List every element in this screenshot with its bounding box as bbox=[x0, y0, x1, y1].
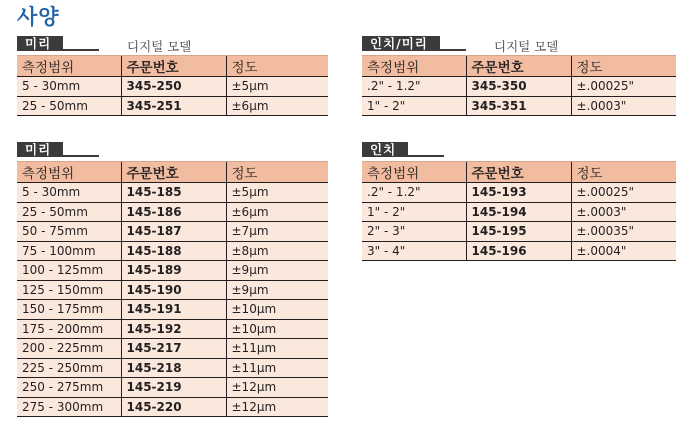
cell-accuracy: ±9μm bbox=[226, 261, 328, 281]
spec-table bbox=[17, 55, 328, 116]
cell-accuracy: ±11μm bbox=[226, 339, 328, 359]
cell-accuracy: ±.00025" bbox=[571, 77, 676, 97]
cell-accuracy: ±12μm bbox=[226, 397, 328, 417]
cell-range: 25 - 50mm bbox=[17, 202, 121, 222]
table-row bbox=[17, 77, 328, 97]
cell-accuracy: ±5μm bbox=[226, 77, 328, 97]
cell-accuracy: ±9μm bbox=[226, 280, 328, 300]
table-row bbox=[17, 222, 328, 242]
table-row bbox=[362, 241, 676, 261]
table-row bbox=[362, 96, 676, 116]
table-row bbox=[362, 202, 676, 222]
cell-accuracy: ±7μm bbox=[226, 222, 328, 242]
cell-order-no: 145-192 bbox=[121, 319, 226, 339]
spec-table bbox=[17, 161, 328, 417]
table-row bbox=[17, 319, 328, 339]
section-tag: 미리 bbox=[17, 142, 63, 157]
table-row bbox=[17, 96, 328, 116]
cell-order-no: 345-251 bbox=[121, 96, 226, 116]
cell-accuracy: ±.0004" bbox=[571, 241, 676, 261]
cell-range: 5 - 30mm bbox=[17, 183, 121, 203]
cell-range: 125 - 150mm bbox=[17, 280, 121, 300]
table-row bbox=[17, 202, 328, 222]
section-header bbox=[17, 34, 328, 54]
cell-range: 25 - 50mm bbox=[17, 96, 121, 116]
table-header-row bbox=[17, 56, 328, 77]
cell-accuracy: ±.00035" bbox=[571, 222, 676, 242]
spec-block-mm bbox=[17, 140, 328, 417]
spec-table bbox=[362, 161, 676, 261]
header-accuracy: 정도 bbox=[571, 56, 676, 77]
cell-order-no: 145-220 bbox=[121, 397, 226, 417]
cell-range: 225 - 250mm bbox=[17, 358, 121, 378]
cell-accuracy: ±8μm bbox=[226, 241, 328, 261]
section-tag-underline bbox=[63, 49, 99, 51]
cell-accuracy: ±11μm bbox=[226, 358, 328, 378]
table-row bbox=[17, 183, 328, 203]
section-header bbox=[362, 34, 676, 54]
header-order-no: 주문번호 bbox=[466, 162, 571, 183]
cell-order-no: 145-190 bbox=[121, 280, 226, 300]
cell-accuracy: ±.0003" bbox=[571, 96, 676, 116]
header-accuracy: 정도 bbox=[571, 162, 676, 183]
spec-block-inch bbox=[362, 140, 676, 261]
cell-order-no: 145-195 bbox=[466, 222, 571, 242]
cell-range: 5 - 30mm bbox=[17, 77, 121, 97]
header-range: 측정범위 bbox=[362, 56, 466, 77]
cell-range: 2" - 3" bbox=[362, 222, 466, 242]
cell-order-no: 145-185 bbox=[121, 183, 226, 203]
header-order-no: 주문번호 bbox=[121, 162, 226, 183]
section-header bbox=[362, 140, 676, 157]
header-range: 측정범위 bbox=[17, 56, 121, 77]
table-row bbox=[362, 222, 676, 242]
cell-range: 75 - 100mm bbox=[17, 241, 121, 261]
section-tag: 인치/미리 bbox=[362, 36, 440, 51]
table-header-row bbox=[362, 162, 676, 183]
cell-order-no: 145-189 bbox=[121, 261, 226, 281]
cell-order-no: 145-194 bbox=[466, 202, 571, 222]
cell-order-no: 145-218 bbox=[121, 358, 226, 378]
section-header bbox=[17, 140, 328, 157]
section-sublabel: 디지털 모델 bbox=[494, 39, 559, 54]
cell-range: .2" - 1.2" bbox=[362, 77, 466, 97]
cell-accuracy: ±5μm bbox=[226, 183, 328, 203]
header-order-no: 주문번호 bbox=[466, 56, 571, 77]
section-sublabel: 디지털 모델 bbox=[127, 39, 192, 54]
cell-order-no: 145-219 bbox=[121, 378, 226, 398]
spec-block-mm-digital bbox=[17, 34, 328, 116]
table-row bbox=[362, 77, 676, 97]
cell-range: 175 - 200mm bbox=[17, 319, 121, 339]
table-row bbox=[17, 397, 328, 417]
cell-order-no: 145-196 bbox=[466, 241, 571, 261]
table-row bbox=[17, 358, 328, 378]
cell-order-no: 345-350 bbox=[466, 77, 571, 97]
cell-range: 50 - 75mm bbox=[17, 222, 121, 242]
section-tag-underline bbox=[440, 49, 466, 51]
table-row bbox=[362, 183, 676, 203]
cell-range: 250 - 275mm bbox=[17, 378, 121, 398]
cell-order-no: 145-217 bbox=[121, 339, 226, 359]
spec-table bbox=[362, 55, 676, 116]
cell-accuracy: ±12μm bbox=[226, 378, 328, 398]
cell-range: 1" - 2" bbox=[362, 96, 466, 116]
section-tag-underline bbox=[63, 155, 99, 157]
table-row bbox=[17, 261, 328, 281]
header-range: 측정범위 bbox=[362, 162, 466, 183]
table-row bbox=[17, 241, 328, 261]
cell-range: 150 - 175mm bbox=[17, 300, 121, 320]
table-row bbox=[17, 378, 328, 398]
cell-order-no: 145-193 bbox=[466, 183, 571, 203]
header-accuracy: 정도 bbox=[226, 162, 328, 183]
cell-range: 1" - 2" bbox=[362, 202, 466, 222]
cell-range: 100 - 125mm bbox=[17, 261, 121, 281]
cell-range: 275 - 300mm bbox=[17, 397, 121, 417]
cell-accuracy: ±6μm bbox=[226, 96, 328, 116]
table-row bbox=[17, 300, 328, 320]
cell-accuracy: ±.0003" bbox=[571, 202, 676, 222]
cell-order-no: 345-351 bbox=[466, 96, 571, 116]
cell-order-no: 345-250 bbox=[121, 77, 226, 97]
cell-order-no: 145-186 bbox=[121, 202, 226, 222]
cell-order-no: 145-187 bbox=[121, 222, 226, 242]
cell-range: .2" - 1.2" bbox=[362, 183, 466, 203]
cell-accuracy: ±10μm bbox=[226, 319, 328, 339]
table-header-row bbox=[17, 162, 328, 183]
header-accuracy: 정도 bbox=[226, 56, 328, 77]
cell-accuracy: ±.00025" bbox=[571, 183, 676, 203]
cell-range: 200 - 225mm bbox=[17, 339, 121, 359]
header-order-no: 주문번호 bbox=[121, 56, 226, 77]
table-header-row bbox=[362, 56, 676, 77]
table-row bbox=[17, 280, 328, 300]
page-title: 사양 bbox=[17, 5, 60, 29]
section-tag: 인치 bbox=[362, 142, 408, 157]
cell-range: 3" - 4" bbox=[362, 241, 466, 261]
cell-accuracy: ±10μm bbox=[226, 300, 328, 320]
cell-order-no: 145-188 bbox=[121, 241, 226, 261]
cell-order-no: 145-191 bbox=[121, 300, 226, 320]
spec-block-inch-mm-digital bbox=[362, 34, 676, 116]
section-tag: 미리 bbox=[17, 36, 63, 51]
section-tag-underline bbox=[408, 155, 444, 157]
table-row bbox=[17, 339, 328, 359]
header-range: 측정범위 bbox=[17, 162, 121, 183]
cell-accuracy: ±6μm bbox=[226, 202, 328, 222]
